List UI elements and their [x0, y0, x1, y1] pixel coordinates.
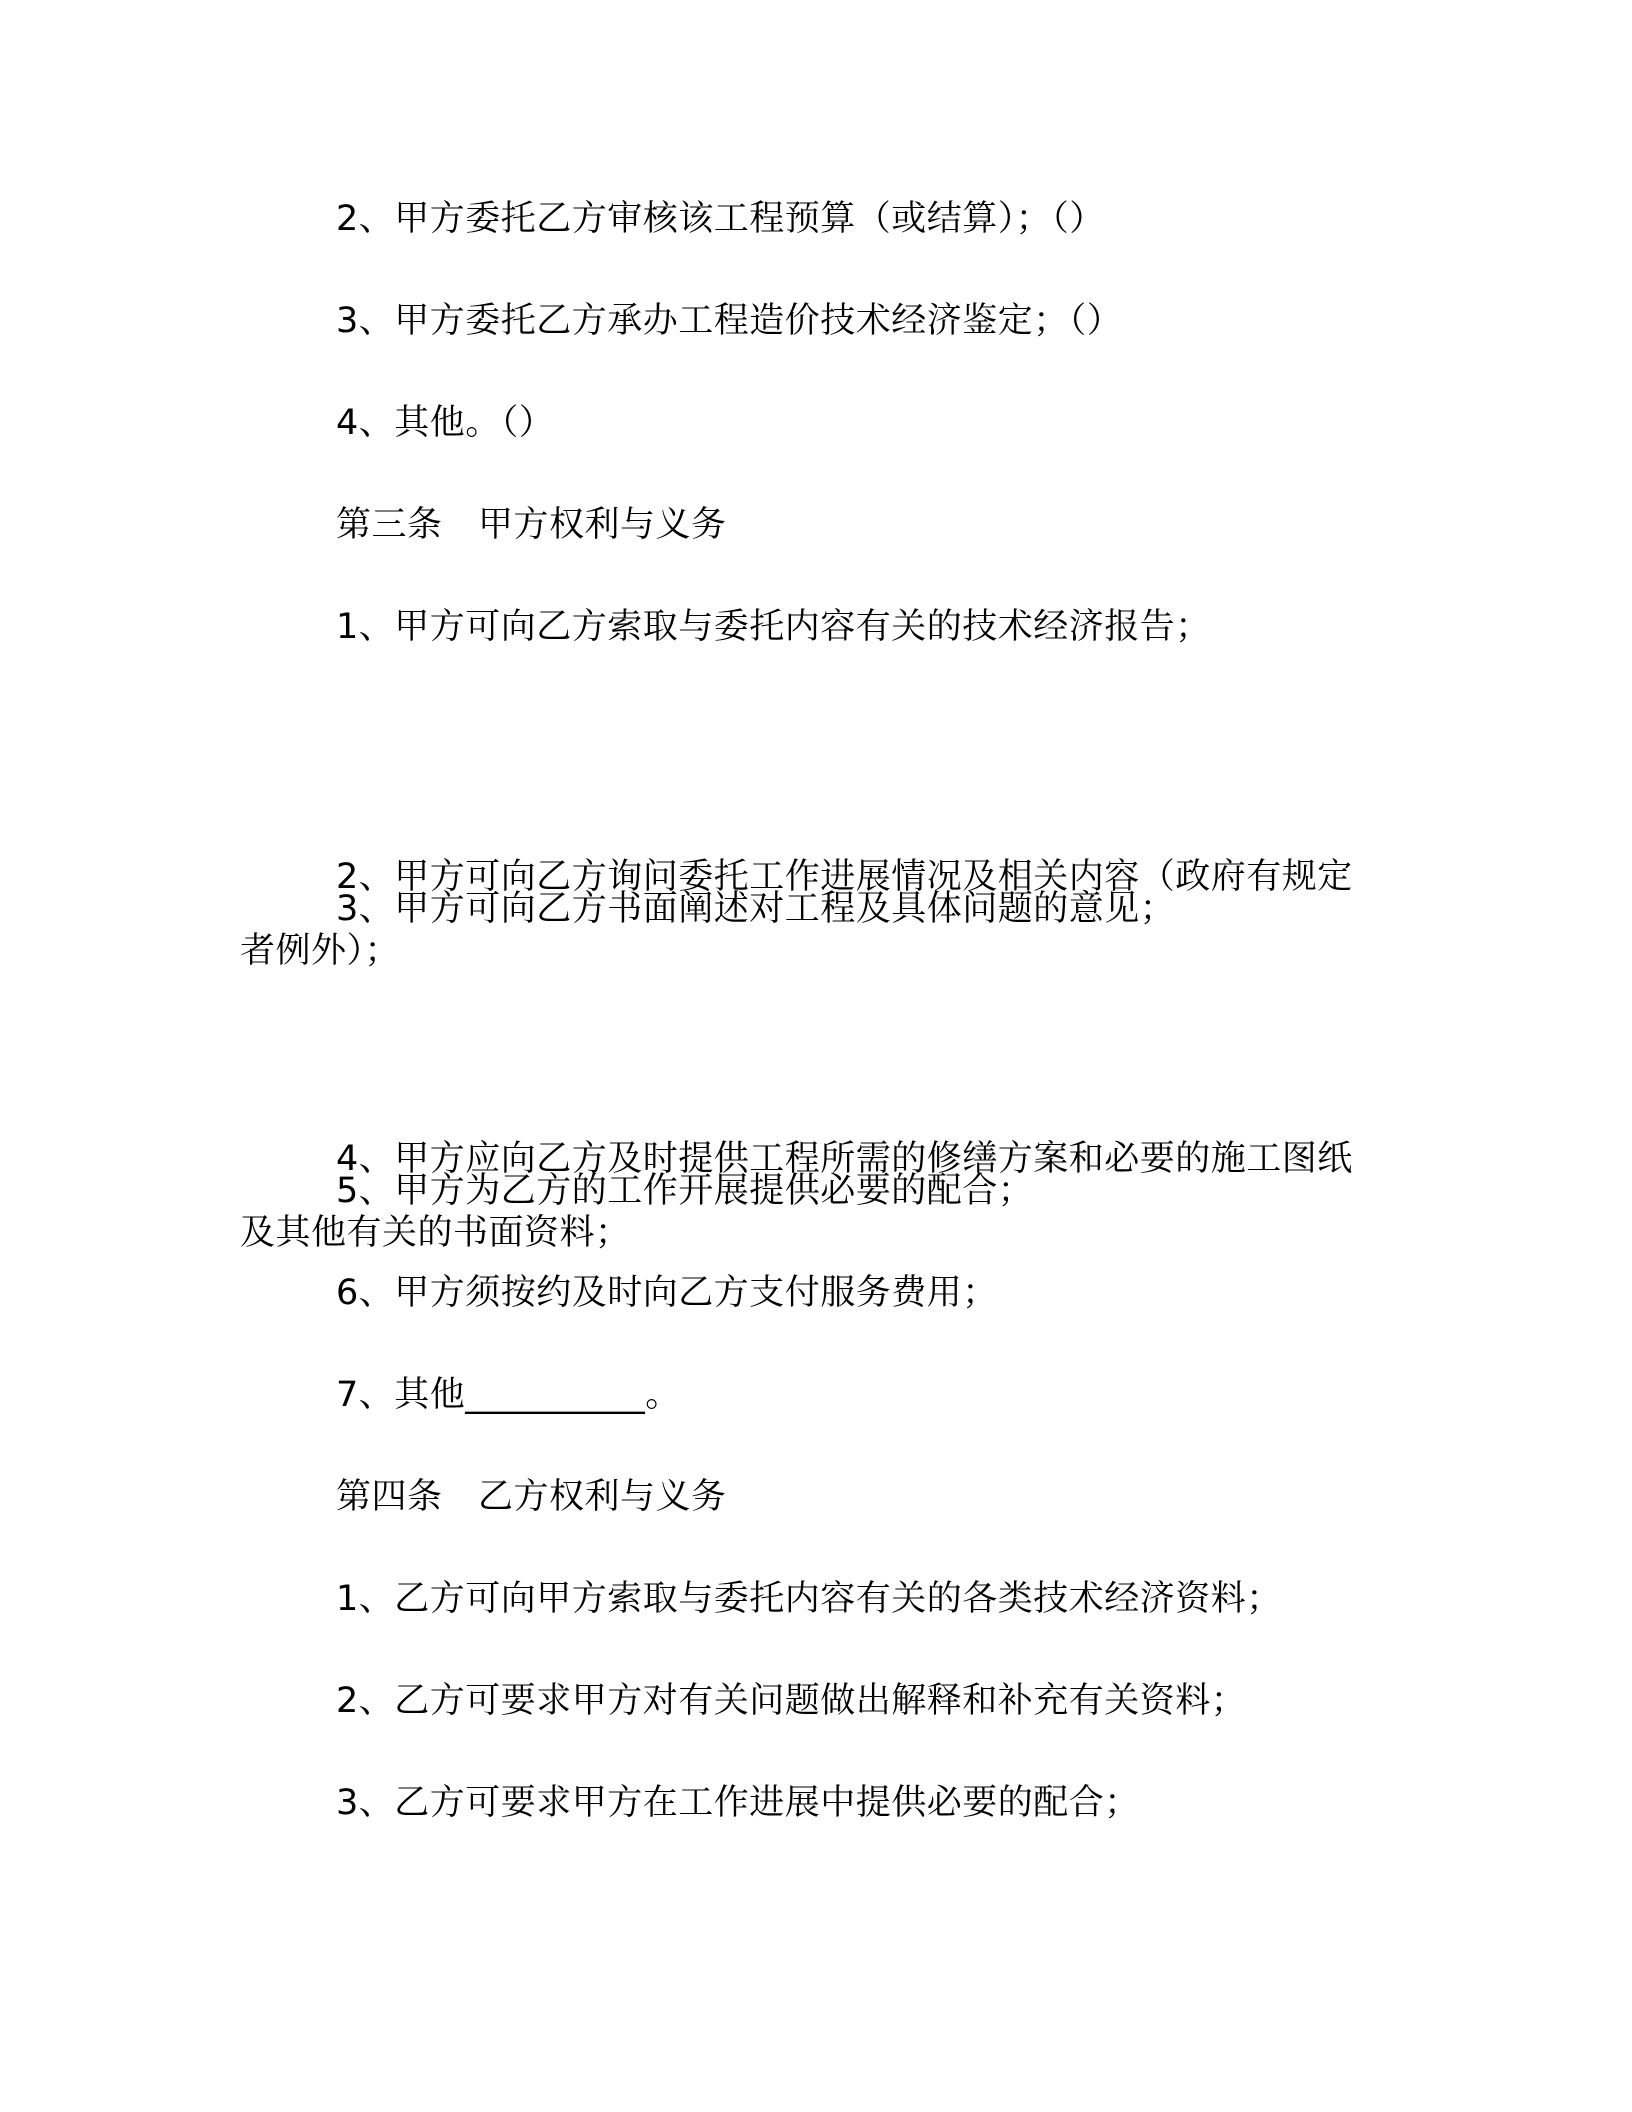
paragraph: 7、其他__________。 — [336, 1375, 681, 1415]
paragraph: 6、甲方须按约及时向乙方支付服务费用； — [336, 1273, 998, 1313]
section-heading: 第四条 乙方权利与义务 — [336, 1477, 727, 1517]
section-heading: 第三条 甲方权利与义务 — [336, 505, 727, 545]
paragraph-text: 4、甲方应向乙方及时提供工程所需的修缮方案和必要的施工图纸及其他有关的书面资料； — [240, 1139, 1353, 1253]
paragraph: 5、甲方为乙方的工作开展提供必要的配合； — [336, 1171, 1034, 1211]
paragraph: 2、甲方委托乙方审核该工程预算（或结算）；（） — [336, 199, 1105, 239]
paragraph: 2、乙方可要求甲方对有关问题做出解释和补充有关资料； — [336, 1681, 1247, 1721]
paragraph: 3、甲方委托乙方承办工程造价技术经济鉴定；（） — [336, 301, 1123, 341]
paragraph: 4、其他。（） — [336, 403, 555, 443]
paragraph: 1、乙方可向甲方索取与委托内容有关的各类技术经济资料； — [336, 1579, 1282, 1619]
paragraph-text: 2、甲方可向乙方询问委托工作进展情况及相关内容（政府有规定者例外）； — [240, 857, 1353, 971]
paragraph: 1、甲方可向乙方索取与委托内容有关的技术经济报告； — [336, 607, 1211, 647]
paragraph: 3、乙方可要求甲方在工作进展中提供必要的配合； — [336, 1783, 1140, 1823]
paragraph: 3、甲方可向乙方书面阐述对工程及具体问题的意见； — [336, 889, 1176, 929]
